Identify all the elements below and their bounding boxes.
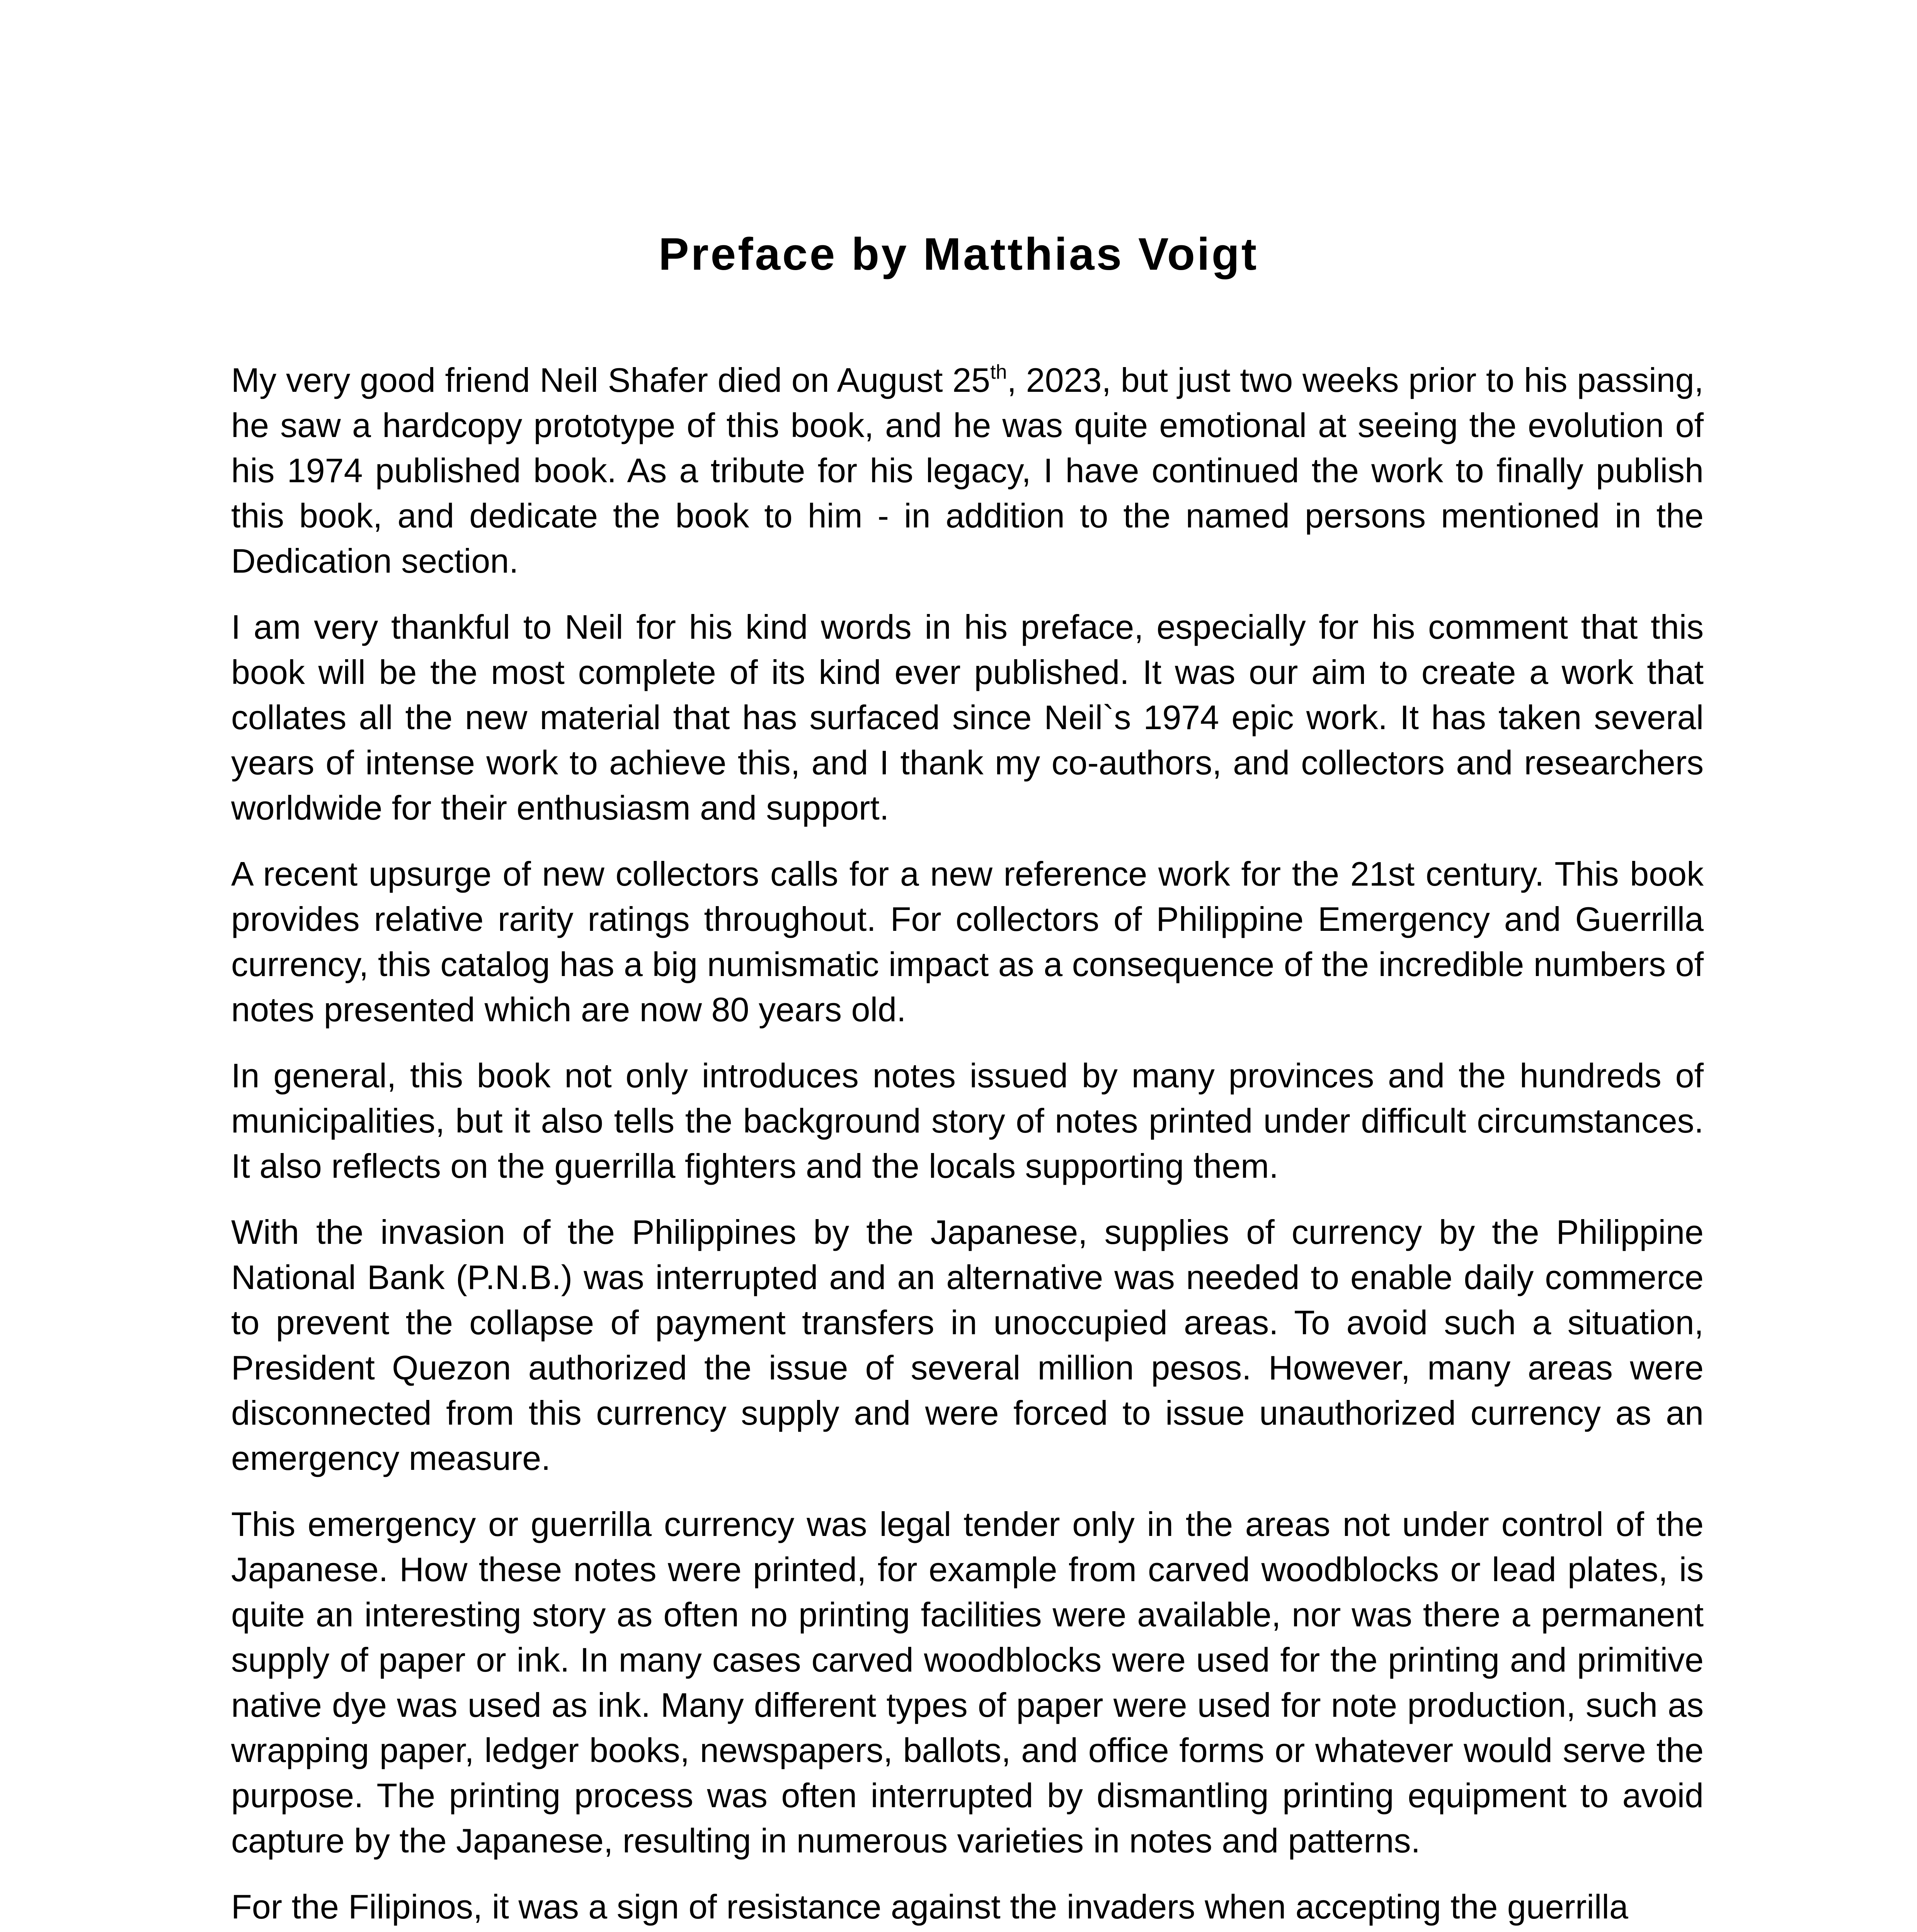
- paragraph-1: [231, 357, 1704, 583]
- page-title: Preface by Matthias Voigt: [658, 229, 1259, 280]
- paragraph-7: For the Filipinos, it was a sign of resistance against the invaders when accepting the guerrilla: [231, 1888, 1628, 1926]
- paragraph-5: With the invasion of the Philippines by the Japanese, supplies of currency by the Philippine National Bank (P.N.B.) was interrupted and an alternative was needed to enable daily commerce to prevent the collapse of payment transfers in unoccupied areas. To avoid such a situation, President Quezon authorized the issue of several million pesos. However, many areas were disconnected from this currency supply and were forced to issue unauthorized currency as an emergency measure.: [231, 1213, 1704, 1477]
- paragraph-1-text-start: My very good friend Neil Shafer died on August 25: [231, 361, 991, 399]
- paragraph-4: In general, this book not only introduces notes issued by many provinces and the hundreds of municipalities, but it also tells the background story of notes printed under difficult circumstances. It also reflects on the guerrilla fighters and the locals supporting them.: [231, 1056, 1704, 1185]
- paragraph-2: I am very thankful to Neil for his kind words in his preface, especially for his comment that this book will be the most complete of its kind ever published. It was our aim to create a work that collates all the new material that has surfaced since Neil`s 1974 epic work. It has taken several years of intense work to achieve this, and I thank my co-authors, and collectors and researchers worldwide for their enthusiasm and support.: [231, 608, 1704, 827]
- paragraph-1-text-end: , 2023, but just two weeks prior to his passing, he saw a hardcopy prototype of this book, and he was quite emotional at seeing the evolution of his 1974 published book. As a tribute for his legacy, I have continued the work to finally publish this book, and dedicate the book to him - in addition to the named persons mentioned in the Dedication section.: [231, 361, 1704, 580]
- preface-body: [231, 357, 1704, 1932]
- ordinal-superscript: th: [990, 361, 1007, 383]
- paragraph-3: A recent upsurge of new collectors calls for a new reference work for the 21st century. This book provides relative rarity ratings throughout. For collectors of Philippine Emergency and Guerrilla currency, this catalog has a big numismatic impact as a consequence of the incredible numbers of notes presented which are now 80 years old.: [231, 855, 1704, 1029]
- paragraph-6: This emergency or guerrilla currency was legal tender only in the areas not under control of the Japanese. How these notes were printed, for example from carved woodblocks or lead plates, is quite an interesting story as often no printing facilities were available, nor was there a permanent supply of paper or ink. In many cases carved woodblocks were used for the printing and primitive native dye was used as ink. Many different types of paper were used for note production, such as wrapping paper, ledger books, newspapers, ballots, and office forms or whatever would serve the purpose. The printing process was often interrupted by dismantling printing equipment to avoid capture by the Japanese, resulting in numerous varieties in notes and patterns.: [231, 1505, 1704, 1860]
